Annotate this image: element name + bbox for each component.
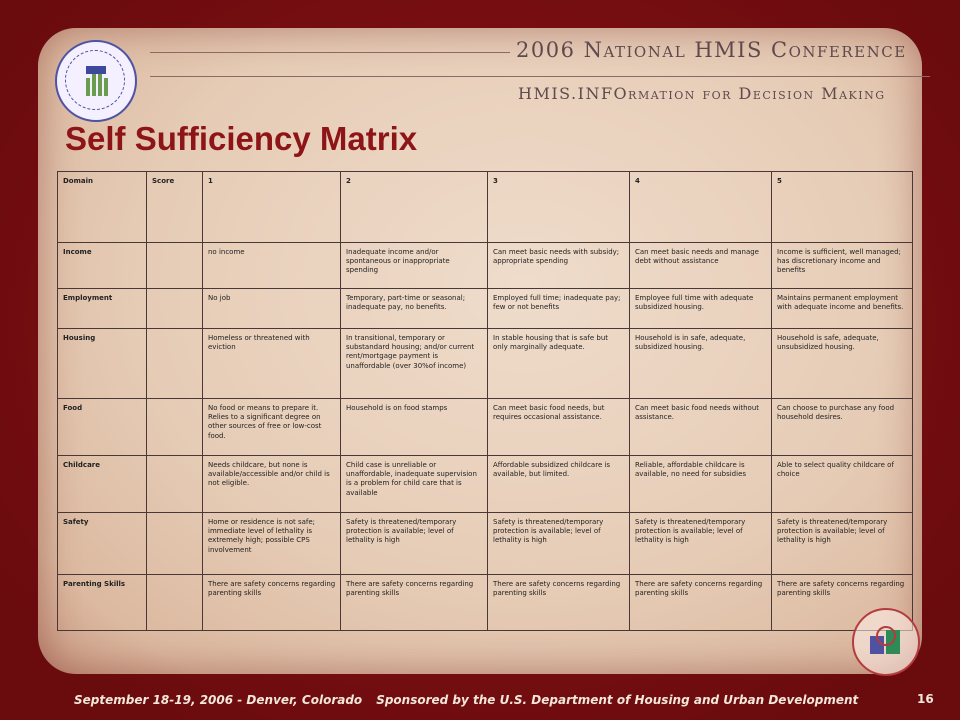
column-header-domain: Domain <box>58 172 147 243</box>
level-5-cell: There are safety concerns regarding parenting skills <box>772 575 913 631</box>
column-header-2: 2 <box>341 172 488 243</box>
level-5-cell: Able to select quality childcare of choice <box>772 456 913 513</box>
house-icon <box>868 624 904 654</box>
conference-title: 2006 National HMIS Conference <box>516 38 907 62</box>
level-4-cell: Household is in safe, adequate, subsidized housing. <box>630 329 772 399</box>
level-2-cell: There are safety concerns regarding parenting skills <box>341 575 488 631</box>
domain-cell: Childcare <box>58 456 147 513</box>
table-row <box>58 243 913 289</box>
score-cell <box>147 329 203 399</box>
level-4-cell: Can meet basic food needs without assistance. <box>630 399 772 456</box>
score-cell <box>147 575 203 631</box>
table-row <box>58 329 913 399</box>
level-1-cell: No job <box>203 289 341 329</box>
level-3-cell: Can meet basic food needs, but requires occasional assistance. <box>488 399 630 456</box>
level-5-cell: Income is sufficient, well managed; has discretionary income and benefits <box>772 243 913 289</box>
page-number: 16 <box>917 692 934 706</box>
level-2-cell: In transitional, temporary or substandard housing; and/or current rent/mortgage payment is unaffordable (over 30%of income) <box>341 329 488 399</box>
hud-seal-logo <box>55 40 137 122</box>
level-3-cell: Can meet basic needs with subsidy; appropriate spending <box>488 243 630 289</box>
page-title: Self Sufficiency Matrix <box>65 120 418 157</box>
level-1-cell: Needs childcare, but none is available/accessible and/or child is not eligible. <box>203 456 341 513</box>
level-3-cell: Safety is threatened/temporary protection is available; level of lethality is high <box>488 513 630 575</box>
level-2-cell: Safety is threatened/temporary protection is available; level of lethality is high <box>341 513 488 575</box>
level-1-cell: Homeless or threatened with eviction <box>203 329 341 399</box>
footer-event: September 18-19, 2006 - Denver, Colorado <box>74 693 363 707</box>
level-3-cell: In stable housing that is safe but only marginally adequate. <box>488 329 630 399</box>
score-cell <box>147 513 203 575</box>
score-cell <box>147 399 203 456</box>
table-row <box>58 513 913 575</box>
level-5-cell: Household is safe, adequate, unsubsidized housing. <box>772 329 913 399</box>
domain-cell: Food <box>58 399 147 456</box>
seal-building-icon <box>83 66 109 96</box>
column-header-score: Score <box>147 172 203 243</box>
column-header-4: 4 <box>630 172 772 243</box>
table-row <box>58 456 913 513</box>
score-cell <box>147 289 203 329</box>
level-2-cell: Child case is unreliable or unaffordable, inadequate supervision is a problem for child care that is available <box>341 456 488 513</box>
domain-cell: Parenting Skills <box>58 575 147 631</box>
domain-cell: Housing <box>58 329 147 399</box>
level-5-cell: Safety is threatened/temporary protection is available; level of lethality is high <box>772 513 913 575</box>
footer-sponsor: Sponsored by the U.S. Department of Housing and Urban Development <box>376 693 859 707</box>
header-rule-mid <box>150 76 930 77</box>
domain-cell: Safety <box>58 513 147 575</box>
self-sufficiency-matrix <box>57 171 913 631</box>
column-header-5: 5 <box>772 172 913 243</box>
level-2-cell: Temporary, part-time or seasonal; inadequate pay, no benefits. <box>341 289 488 329</box>
score-cell <box>147 243 203 289</box>
table-row <box>58 289 913 329</box>
level-4-cell: Safety is threatened/temporary protection is available; level of lethality is high <box>630 513 772 575</box>
level-4-cell: Employee full time with adequate subsidized housing. <box>630 289 772 329</box>
level-2-cell: Household is on food stamps <box>341 399 488 456</box>
level-3-cell: Affordable subsidized childcare is available, but limited. <box>488 456 630 513</box>
level-1-cell: No food or means to prepare it. Relies to a significant degree on other sources of free or low-cost food. <box>203 399 341 456</box>
level-1-cell: There are safety concerns regarding parenting skills <box>203 575 341 631</box>
level-1-cell: Home or residence is not safe; immediate level of lethality is extremely high; possible CPS involvement <box>203 513 341 575</box>
matrix-header-row <box>58 172 913 243</box>
header-rule-top <box>150 52 510 53</box>
level-4-cell: Reliable, affordable childcare is available, no need for subsidies <box>630 456 772 513</box>
conference-subtitle: HMIS.INFOrmation for Decision Making <box>518 84 886 103</box>
level-1-cell: no income <box>203 243 341 289</box>
footer-text <box>74 693 858 707</box>
level-2-cell: Inadequate income and/or spontaneous or inappropriate spending <box>341 243 488 289</box>
level-4-cell: Can meet basic needs and manage debt without assistance <box>630 243 772 289</box>
column-header-1: 1 <box>203 172 341 243</box>
conference-logo <box>852 608 920 676</box>
column-header-3: 3 <box>488 172 630 243</box>
table-row <box>58 575 913 631</box>
level-5-cell: Can choose to purchase any food household desires. <box>772 399 913 456</box>
domain-cell: Employment <box>58 289 147 329</box>
table-row <box>58 399 913 456</box>
level-3-cell: There are safety concerns regarding parenting skills <box>488 575 630 631</box>
level-4-cell: There are safety concerns regarding parenting skills <box>630 575 772 631</box>
level-5-cell: Maintains permanent employment with adequate income and benefits. <box>772 289 913 329</box>
level-3-cell: Employed full time; inadequate pay; few or not benefits <box>488 289 630 329</box>
score-cell <box>147 456 203 513</box>
domain-cell: Income <box>58 243 147 289</box>
